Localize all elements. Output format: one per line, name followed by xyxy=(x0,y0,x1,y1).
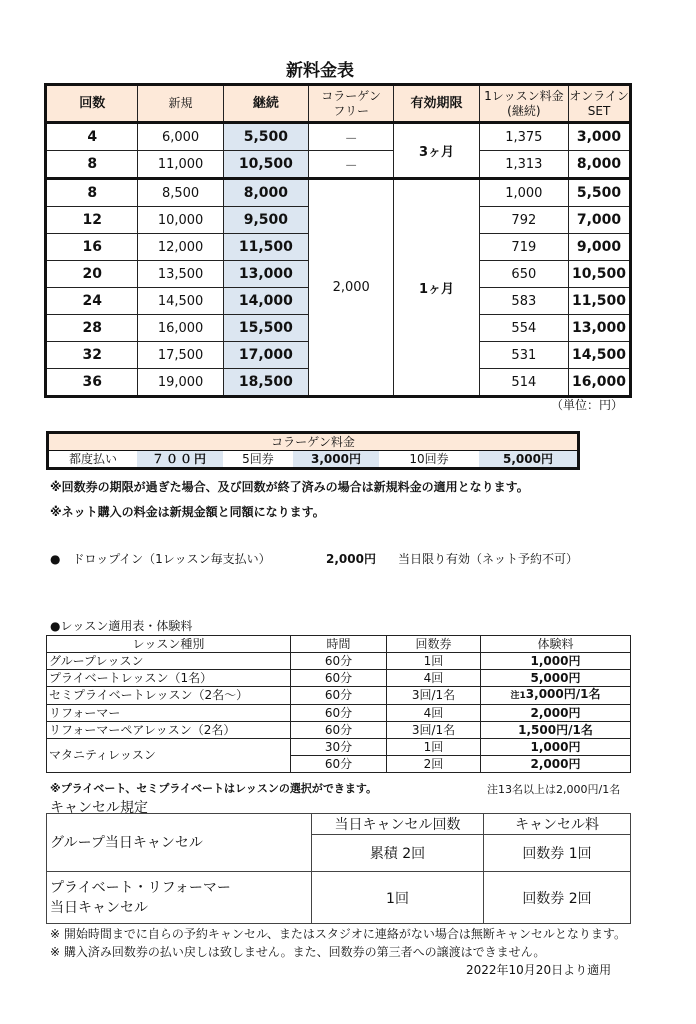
cell-collagen: － xyxy=(309,123,394,151)
lesson-fee-note-mark: 注1 xyxy=(510,691,526,701)
cancel-group-count: 累積 2回 xyxy=(312,835,484,872)
footer-note-1: ※ 開始時間までに自らの予約キャンセル、またはスタジオに連絡がない場合は無断キャンセルとなります。 xyxy=(50,927,626,941)
price-table xyxy=(46,85,630,396)
lesson-ticket: 1回 xyxy=(387,653,481,670)
cell-continue: 9,500 xyxy=(223,207,308,234)
lesson-type: セミプライベートレッスン（2名～） xyxy=(47,687,291,705)
cell-collagen-2000: 2,000 xyxy=(309,179,394,396)
header-continue: 継続 xyxy=(223,86,308,123)
cell-count: 8 xyxy=(47,151,138,179)
header-new: 新規 xyxy=(138,86,223,123)
lesson-type: プライベートレッスン（1名） xyxy=(47,670,291,687)
cell-count: 4 xyxy=(47,123,138,151)
cancel-policy-title: キャンセル規定 xyxy=(50,800,148,816)
lesson-time: 60分 xyxy=(291,705,387,722)
cell-new: 8,500 xyxy=(138,179,223,207)
page-title: 新料金表 xyxy=(286,61,354,81)
note-expiry: ※回数券の期限が過ぎた場合、及び回数が終了済みの場合は新規料金の適用となります。 xyxy=(50,480,529,494)
cell-new: 17,500 xyxy=(138,342,223,369)
cell-count: 12 xyxy=(47,207,138,234)
note-net-purchase: ※ネット購入の料金は新規金額と同額になります。 xyxy=(50,505,325,519)
lesson-time: 60分 xyxy=(291,670,387,687)
cell-new: 19,000 xyxy=(138,369,223,396)
table-row xyxy=(47,653,631,670)
cell-online: 11,500 xyxy=(569,288,630,315)
cell-continue: 15,500 xyxy=(223,315,308,342)
cell-per-lesson: 719 xyxy=(479,234,568,261)
cell-new: 14,500 xyxy=(138,288,223,315)
cell-online: 9,000 xyxy=(569,234,630,261)
lesson-time: 60分 xyxy=(291,722,387,739)
cell-online: 14,500 xyxy=(569,342,630,369)
cell-per-lesson: 1,375 xyxy=(479,123,568,151)
cancel-header-fee: キャンセル料 xyxy=(484,814,631,835)
dropin-desc: 当日限り有効（ネット予約不可） xyxy=(398,552,579,566)
lesson-fee: 1,000円 xyxy=(481,653,631,670)
cell-count: 28 xyxy=(47,315,138,342)
lesson-time: 60分 xyxy=(291,756,387,773)
cell-new: 13,500 xyxy=(138,261,223,288)
lesson-time: 60分 xyxy=(291,687,387,705)
cell-continue: 18,500 xyxy=(223,369,308,396)
cancel-private-fee: 回数券 2回 xyxy=(484,872,631,924)
dropin-price: 2,000円 xyxy=(326,552,376,566)
lesson-section-heading: ●レッスン適用表・体験料 xyxy=(50,619,193,633)
cell-online: 8,000 xyxy=(569,151,630,179)
lesson-table-header xyxy=(47,636,631,653)
collagen-label-10: 10回券 xyxy=(409,452,449,466)
cell-continue: 8,000 xyxy=(223,179,308,207)
lesson-type: マタニティレッスン xyxy=(47,739,291,773)
cell-new: 12,000 xyxy=(138,234,223,261)
cell-collagen: － xyxy=(309,151,394,179)
lesson-fee: 3,000円/1名 xyxy=(525,687,601,701)
table-row xyxy=(47,687,631,705)
table-row xyxy=(47,151,630,179)
cell-per-lesson: 531 xyxy=(479,342,568,369)
table-row xyxy=(47,179,630,207)
table-row xyxy=(47,872,631,924)
cell-per-lesson: 514 xyxy=(479,369,568,396)
lesson-note: ※プライベート、セミプライベートはレッスンの選択ができます。 xyxy=(50,782,378,795)
lesson-ticket: 1回 xyxy=(387,739,481,756)
lesson-fee: 1,000円 xyxy=(481,739,631,756)
lesson-type: リフォーマー xyxy=(47,705,291,722)
lesson-fee: 1,500円/1名 xyxy=(481,722,631,739)
lesson-header-type: レッスン種別 xyxy=(47,636,291,653)
cell-count: 16 xyxy=(47,234,138,261)
header-count: 回数 xyxy=(47,86,138,123)
lesson-fee: 5,000円 xyxy=(481,670,631,687)
cell-validity-3m: 3ヶ月 xyxy=(394,123,479,179)
collagen-price-title: コラーゲン料金 xyxy=(49,434,577,451)
cell-online: 3,000 xyxy=(569,123,630,151)
cancel-private-label-line1: プライベート・リフォーマー xyxy=(50,879,231,896)
table-row xyxy=(47,739,631,756)
lesson-ticket: 3回/1名 xyxy=(387,722,481,739)
lesson-fee: 2,000円 xyxy=(481,705,631,722)
lesson-fee-cell xyxy=(481,687,631,705)
cell-continue: 11,500 xyxy=(223,234,308,261)
lesson-header-ticket: 回数券 xyxy=(387,636,481,653)
collagen-price-row xyxy=(49,451,577,467)
cell-new: 10,000 xyxy=(138,207,223,234)
cell-per-lesson: 650 xyxy=(479,261,568,288)
lesson-header-fee: 体験料 xyxy=(481,636,631,653)
footer-note-2: ※ 購入済み回数券の払い戻しは致しません。また、回数券の第三者への譲渡はできません。 xyxy=(50,945,546,959)
collagen-value-single: ７００円 xyxy=(137,451,223,467)
collagen-value-5: 3,000円 xyxy=(293,451,379,467)
lesson-footnote: 注13名以上は2,000円/1名 xyxy=(487,783,621,796)
lesson-ticket: 4回 xyxy=(387,670,481,687)
lesson-fee: 2,000円 xyxy=(481,756,631,773)
lesson-time: 30分 xyxy=(291,739,387,756)
lesson-ticket: 2回 xyxy=(387,756,481,773)
cancel-group-label: グループ当日キャンセル xyxy=(47,814,312,872)
header-validity: 有効期限 xyxy=(394,86,479,123)
collagen-price-box xyxy=(46,431,580,470)
cancel-group-fee: 回数券 1回 xyxy=(484,835,631,872)
cell-online: 5,500 xyxy=(569,179,630,207)
lesson-ticket: 3回/1名 xyxy=(387,687,481,705)
table-row xyxy=(47,722,631,739)
unit-note: （単位：円） xyxy=(551,398,624,412)
cell-new: 16,000 xyxy=(138,315,223,342)
cell-count: 24 xyxy=(47,288,138,315)
lesson-type: グループレッスン xyxy=(47,653,291,670)
lesson-table xyxy=(46,635,631,773)
cell-continue: 17,000 xyxy=(223,342,308,369)
table-row xyxy=(47,705,631,722)
cell-continue: 14,000 xyxy=(223,288,308,315)
cell-per-lesson: 1,313 xyxy=(479,151,568,179)
cancel-private-label-line2: 当日キャンセル xyxy=(50,899,148,916)
lesson-header-time: 時間 xyxy=(291,636,387,653)
collagen-label-single: 都度払い xyxy=(68,452,117,466)
footer-effective-date: 2022年10月20日より適用 xyxy=(466,963,612,977)
cell-count: 32 xyxy=(47,342,138,369)
cell-continue: 13,000 xyxy=(223,261,308,288)
header-per-lesson: 1レッスン料金 (継続) xyxy=(479,86,568,123)
price-table-header xyxy=(47,86,630,123)
collagen-value-10: 5,000円 xyxy=(479,451,577,467)
cell-continue: 10,500 xyxy=(223,151,308,179)
cell-validity-1m: 1ヶ月 xyxy=(394,179,479,396)
lesson-time: 60分 xyxy=(291,653,387,670)
cell-online: 13,000 xyxy=(569,315,630,342)
cancel-header-row xyxy=(47,814,631,835)
cell-per-lesson: 583 xyxy=(479,288,568,315)
cell-per-lesson: 1,000 xyxy=(479,179,568,207)
cell-online: 10,500 xyxy=(569,261,630,288)
cancel-private-label xyxy=(47,872,312,924)
cell-count: 8 xyxy=(47,179,138,207)
cell-count: 36 xyxy=(47,369,138,396)
lesson-type: リフォーマーペアレッスン（2名） xyxy=(47,722,291,739)
table-row xyxy=(47,123,630,151)
cell-online: 16,000 xyxy=(569,369,630,396)
cancel-header-count: 当日キャンセル回数 xyxy=(312,814,484,835)
cell-new: 6,000 xyxy=(138,123,223,151)
table-row xyxy=(47,670,631,687)
cell-continue: 5,500 xyxy=(223,123,308,151)
cell-count: 20 xyxy=(47,261,138,288)
cell-per-lesson: 554 xyxy=(479,315,568,342)
header-online-set: オンライン SET xyxy=(569,86,630,123)
cell-online: 7,000 xyxy=(569,207,630,234)
dropin-label: ● ドロップイン（1レッスン毎支払い） xyxy=(50,552,271,566)
lesson-ticket: 4回 xyxy=(387,705,481,722)
cancel-private-count: 1回 xyxy=(312,872,484,924)
cell-new: 11,000 xyxy=(138,151,223,179)
cell-per-lesson: 792 xyxy=(479,207,568,234)
collagen-label-5: 5回券 xyxy=(242,452,274,466)
cancel-table xyxy=(46,813,631,924)
header-collagen-free: コラーゲン フリー xyxy=(309,86,394,123)
